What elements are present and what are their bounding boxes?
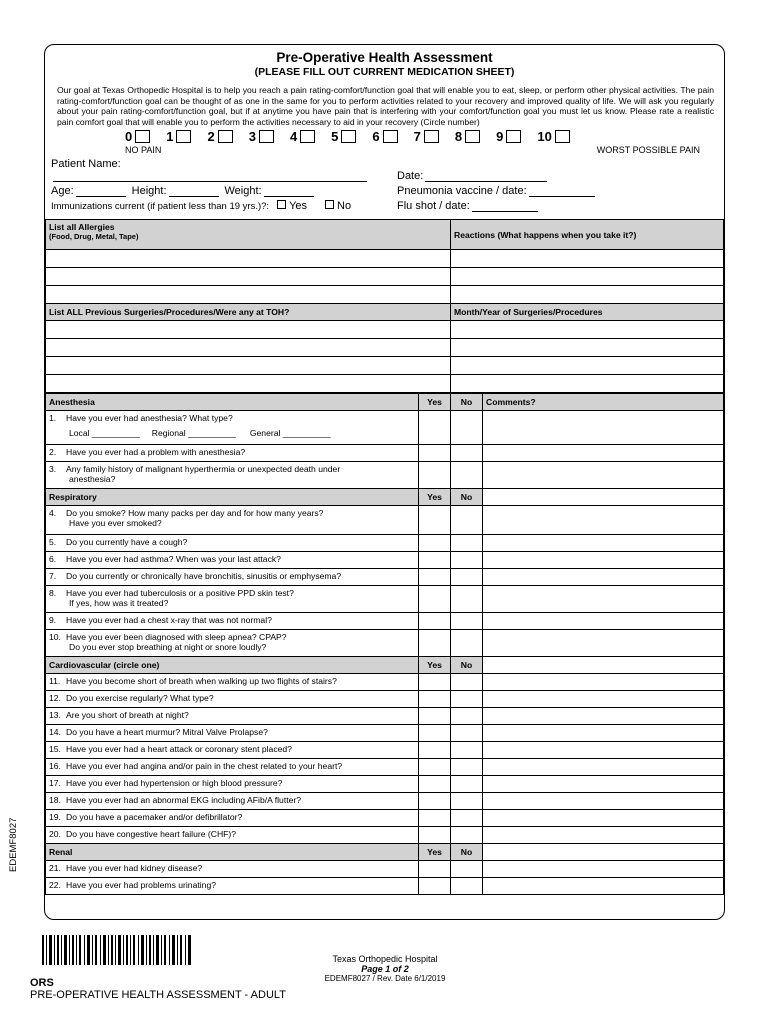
form-title: Pre-Operative Health Assessment bbox=[276, 50, 493, 65]
pain-checkbox[interactable] bbox=[555, 130, 570, 143]
yes-cell[interactable] bbox=[419, 776, 451, 793]
yes-cell[interactable] bbox=[419, 708, 451, 725]
weight-field[interactable] bbox=[264, 186, 314, 197]
comments-cell[interactable] bbox=[483, 586, 724, 613]
footer-center bbox=[300, 954, 470, 984]
surgery-date-header: Month/Year of Surgeries/Procedures bbox=[451, 304, 724, 321]
height-label: Height: bbox=[131, 185, 167, 198]
yes-cell[interactable] bbox=[419, 691, 451, 708]
comments-column-header: Comments? bbox=[483, 394, 724, 411]
pain-checkbox[interactable] bbox=[424, 130, 439, 143]
pain-checkbox[interactable] bbox=[300, 130, 315, 143]
yes-cell[interactable] bbox=[419, 674, 451, 691]
yes-cell[interactable] bbox=[419, 630, 451, 657]
pain-option-2[interactable]: 2 bbox=[207, 129, 232, 144]
no-column-header: No bbox=[451, 489, 483, 506]
yes-cell[interactable] bbox=[419, 793, 451, 810]
pneumonia-field[interactable] bbox=[529, 186, 595, 197]
comments-cell[interactable] bbox=[483, 569, 724, 586]
surgery-entry[interactable] bbox=[46, 357, 451, 375]
surgery-entry[interactable] bbox=[46, 339, 451, 357]
patient-name-label: Patient Name: bbox=[51, 158, 121, 171]
question-5: 5. Do you currently have a cough? bbox=[46, 535, 419, 552]
worst-pain-label: WORST POSSIBLE PAIN bbox=[596, 145, 700, 156]
comments-cell[interactable] bbox=[483, 691, 724, 708]
pain-checkbox[interactable] bbox=[218, 130, 233, 143]
comments-cell[interactable] bbox=[483, 844, 724, 861]
comments-cell[interactable] bbox=[483, 827, 724, 844]
surgery-date-entry[interactable] bbox=[451, 357, 724, 375]
no-cell[interactable] bbox=[451, 742, 483, 759]
yes-column-header: Yes bbox=[419, 489, 451, 506]
revision-info: EDEMF8027 / Rev. Date 6/1/2019 bbox=[324, 974, 446, 983]
no-cell[interactable] bbox=[451, 759, 483, 776]
hospital-name: Texas Orthopedic Hospital bbox=[332, 954, 438, 964]
yes-cell[interactable] bbox=[419, 462, 451, 489]
patient-info bbox=[51, 158, 718, 213]
yes-label: Yes bbox=[289, 200, 308, 213]
surgery-date-entry[interactable] bbox=[451, 339, 724, 357]
pain-option-7[interactable]: 7 bbox=[414, 129, 439, 144]
yes-cell[interactable] bbox=[419, 742, 451, 759]
pain-option-1[interactable]: 1 bbox=[166, 129, 191, 144]
question-20: 20. Do you have congestive heart failure (CHF)? bbox=[46, 827, 419, 844]
no-cell[interactable] bbox=[451, 691, 483, 708]
comments-cell[interactable] bbox=[483, 613, 724, 630]
immunizations-yes-checkbox[interactable] bbox=[277, 200, 286, 209]
comments-cell[interactable] bbox=[483, 506, 724, 535]
pain-option-10[interactable]: 10 bbox=[537, 129, 569, 144]
pain-option-6[interactable]: 6 bbox=[372, 129, 397, 144]
pain-option-4[interactable]: 4 bbox=[290, 129, 315, 144]
no-pain-label: NO PAIN bbox=[125, 145, 162, 156]
no-label: No bbox=[337, 200, 352, 213]
yes-column-header: Yes bbox=[419, 394, 451, 411]
pain-option-9[interactable]: 9 bbox=[496, 129, 521, 144]
surgery-date-entry[interactable] bbox=[451, 321, 724, 339]
question-14: 14. Do you have a heart murmur? Mitral Valve Prolapse? bbox=[46, 725, 419, 742]
reaction-entry[interactable] bbox=[451, 268, 724, 286]
weight-label: Weight: bbox=[224, 185, 262, 198]
respiratory-header: Respiratory bbox=[46, 489, 419, 506]
pain-option-5[interactable]: 5 bbox=[331, 129, 356, 144]
comments-cell[interactable] bbox=[483, 630, 724, 657]
footer-ors: ORS bbox=[30, 977, 54, 989]
pain-checkbox[interactable] bbox=[135, 130, 150, 143]
immunizations-no-checkbox[interactable] bbox=[325, 200, 334, 209]
no-cell[interactable] bbox=[451, 878, 483, 895]
pain-checkbox[interactable] bbox=[259, 130, 274, 143]
no-cell[interactable] bbox=[451, 569, 483, 586]
comments-cell[interactable] bbox=[483, 674, 724, 691]
comments-cell[interactable] bbox=[483, 776, 724, 793]
question-16: 16. Have you ever had angina and/or pain in the chest related to your heart? bbox=[46, 759, 419, 776]
no-cell[interactable] bbox=[451, 411, 483, 445]
assessment-form bbox=[44, 44, 725, 920]
no-cell[interactable] bbox=[451, 776, 483, 793]
comments-cell[interactable] bbox=[483, 793, 724, 810]
cardiovascular-header: Cardiovascular (circle one) bbox=[46, 657, 419, 674]
yes-cell[interactable] bbox=[419, 725, 451, 742]
no-cell[interactable] bbox=[451, 793, 483, 810]
question-9: 9. Have you ever had a chest x-ray that was not normal? bbox=[46, 613, 419, 630]
comments-cell[interactable] bbox=[483, 861, 724, 878]
patient-name-field[interactable] bbox=[53, 171, 367, 182]
footer-doc-title: PRE-OPERATIVE HEALTH ASSESSMENT - ADULT bbox=[30, 989, 286, 1001]
question-6: 6. Have you ever had asthma? When was your last attack? bbox=[46, 552, 419, 569]
date-field[interactable] bbox=[425, 171, 547, 182]
no-cell[interactable] bbox=[451, 708, 483, 725]
question-7: 7. Do you currently or chronically have bronchitis, sinusitis or emphysema? bbox=[46, 569, 419, 586]
question-8: 8. Have you ever had tuberculosis or a positive PPD skin test? If yes, how was it treated? bbox=[46, 586, 419, 613]
comments-cell[interactable] bbox=[483, 462, 724, 489]
height-field[interactable] bbox=[169, 186, 219, 197]
yes-cell[interactable] bbox=[419, 827, 451, 844]
no-cell[interactable] bbox=[451, 462, 483, 489]
page-number: Page 1 of 2 bbox=[361, 964, 409, 974]
comments-cell[interactable] bbox=[483, 552, 724, 569]
question-13: 13. Are you short of breath at night? bbox=[46, 708, 419, 725]
no-column-header: No bbox=[451, 394, 483, 411]
reaction-entry[interactable] bbox=[451, 286, 724, 304]
comments-cell[interactable] bbox=[483, 725, 724, 742]
comments-cell[interactable] bbox=[483, 657, 724, 674]
question-2: 2. Have you ever had a problem with anesthesia? bbox=[46, 445, 419, 462]
pain-checkbox[interactable] bbox=[506, 130, 521, 143]
flu-label: Flu shot / date: bbox=[397, 200, 470, 213]
yes-cell[interactable] bbox=[419, 569, 451, 586]
yes-cell[interactable] bbox=[419, 861, 451, 878]
question-18: 18. Have you ever had an abnormal EKG including AFib/A flutter? bbox=[46, 793, 419, 810]
yes-cell[interactable] bbox=[419, 445, 451, 462]
comments-cell[interactable] bbox=[483, 810, 724, 827]
pain-checkbox[interactable] bbox=[341, 130, 356, 143]
comments-cell[interactable] bbox=[483, 489, 724, 506]
yes-cell[interactable] bbox=[419, 552, 451, 569]
age-label: Age: bbox=[51, 185, 74, 198]
no-cell[interactable] bbox=[451, 586, 483, 613]
question-17: 17. Have you ever had hypertension or high blood pressure? bbox=[46, 776, 419, 793]
no-cell[interactable] bbox=[451, 613, 483, 630]
question-4: 4. Do you smoke? How many packs per day and for how many years? Have you ever smoked? bbox=[46, 506, 419, 535]
no-cell[interactable] bbox=[451, 535, 483, 552]
question-19: 19. Do you have a pacemaker and/or defibrillator? bbox=[46, 810, 419, 827]
no-column-header: No bbox=[451, 657, 483, 674]
surgery-entry[interactable] bbox=[46, 321, 451, 339]
question-12: 12. Do you exercise regularly? What type? bbox=[46, 691, 419, 708]
yes-cell[interactable] bbox=[419, 506, 451, 535]
pneumonia-label: Pneumonia vaccine / date: bbox=[397, 185, 527, 198]
questions-table bbox=[45, 393, 724, 895]
yes-cell[interactable] bbox=[419, 878, 451, 895]
allergies-header: List all Allergies (Food, Drug, Metal, Tape) bbox=[46, 220, 451, 250]
pain-scale bbox=[125, 129, 724, 144]
comments-cell[interactable] bbox=[483, 445, 724, 462]
yes-cell[interactable] bbox=[419, 535, 451, 552]
yes-cell[interactable] bbox=[419, 411, 451, 445]
pain-option-3[interactable]: 3 bbox=[249, 129, 274, 144]
surgery-entry[interactable] bbox=[46, 375, 451, 393]
pain-checkbox[interactable] bbox=[465, 130, 480, 143]
allergies-table bbox=[45, 219, 724, 393]
anesthesia-header: Anesthesia bbox=[46, 394, 419, 411]
surgery-date-entry[interactable] bbox=[451, 375, 724, 393]
comments-cell[interactable] bbox=[483, 411, 724, 445]
immunizations-label: Immunizations current (if patient less than 19 yrs.)?: bbox=[51, 201, 270, 213]
question-21: 21. Have you ever had kidney disease? bbox=[46, 861, 419, 878]
pain-checkbox[interactable] bbox=[176, 130, 191, 143]
question-1: 1. Have you ever had anesthesia? What type? Local __________ Regional __________ General __________ bbox=[46, 411, 419, 445]
pain-checkbox[interactable] bbox=[383, 130, 398, 143]
pain-option-8[interactable]: 8 bbox=[455, 129, 480, 144]
comments-cell[interactable] bbox=[483, 535, 724, 552]
question-3: 3. Any family history of malignant hyperthermia or unexpected death under anesthesia? bbox=[46, 462, 419, 489]
no-cell[interactable] bbox=[451, 810, 483, 827]
no-cell[interactable] bbox=[451, 725, 483, 742]
yes-column-header: Yes bbox=[419, 657, 451, 674]
allergy-entry[interactable] bbox=[46, 268, 451, 286]
intro-paragraph: Our goal at Texas Orthopedic Hospital is to help you reach a pain rating-comfort/function goal that will enable you to eat, sleep, or perform other physical activities. The pain rating-comfort/function goal can be thought of as one in the same for you to perform activities related to your recovery and improved quality of life. We will ask you regularly about your pain rating-comfort/function goal, but if at anytime you have pain that is interfering with your comfort/function goal you must let us know. Please rate a realistic pain comfort goal that will enable you to perform the activities necessary to aid in your recovery (Circle number) bbox=[57, 85, 714, 127]
no-column-header: No bbox=[451, 844, 483, 861]
no-cell[interactable] bbox=[451, 445, 483, 462]
yes-cell[interactable] bbox=[419, 759, 451, 776]
allergy-entry[interactable] bbox=[46, 286, 451, 304]
question-11: 11. Have you become short of breath when walking up two flights of stairs? bbox=[46, 674, 419, 691]
surgeries-header: List ALL Previous Surgeries/Procedures/Were any at TOH? bbox=[46, 304, 451, 321]
question-22: 22. Have you ever had problems urinating? bbox=[46, 878, 419, 895]
yes-column-header: Yes bbox=[419, 844, 451, 861]
flu-field[interactable] bbox=[472, 201, 538, 212]
no-cell[interactable] bbox=[451, 827, 483, 844]
comments-cell[interactable] bbox=[483, 742, 724, 759]
no-cell[interactable] bbox=[451, 552, 483, 569]
question-15: 15. Have you ever had a heart attack or coronary stent placed? bbox=[46, 742, 419, 759]
comments-cell[interactable] bbox=[483, 878, 724, 895]
no-cell[interactable] bbox=[451, 506, 483, 535]
allergy-entry[interactable] bbox=[46, 250, 451, 268]
comments-cell[interactable] bbox=[483, 759, 724, 776]
reaction-entry[interactable] bbox=[451, 250, 724, 268]
pain-option-0[interactable]: 0 bbox=[125, 129, 150, 144]
no-cell[interactable] bbox=[451, 674, 483, 691]
yes-cell[interactable] bbox=[419, 613, 451, 630]
barcode bbox=[42, 935, 192, 965]
side-form-code: EDEMF8027 bbox=[8, 817, 19, 872]
yes-cell[interactable] bbox=[419, 586, 451, 613]
date-label: Date: bbox=[397, 170, 424, 183]
question-10: 10. Have you ever been diagnosed with sleep apnea? CPAP? Do you ever stop breathing at night or snore loudly? bbox=[46, 630, 419, 657]
yes-cell[interactable] bbox=[419, 810, 451, 827]
renal-header: Renal bbox=[46, 844, 419, 861]
reactions-header: Reactions (What happens when you take it?) bbox=[451, 220, 724, 250]
no-cell[interactable] bbox=[451, 861, 483, 878]
comments-cell[interactable] bbox=[483, 708, 724, 725]
no-cell[interactable] bbox=[451, 630, 483, 657]
form-subtitle: (PLEASE FILL OUT CURRENT MEDICATION SHEET) bbox=[254, 66, 515, 78]
age-field[interactable] bbox=[76, 186, 126, 197]
